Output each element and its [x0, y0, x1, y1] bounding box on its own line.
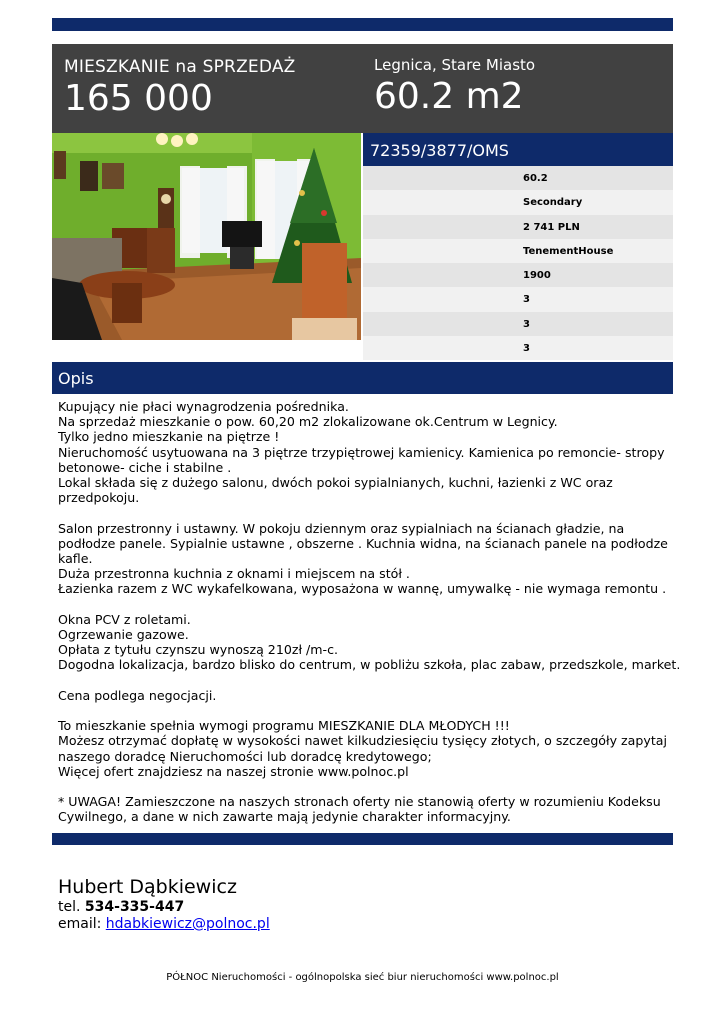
description-line: naszego doradcę Nieruchomości lub doradcę kredytowego;	[58, 748, 432, 764]
description-line: Łazienka razem z WC wykafelkowana, wyposażona w wannę, umywalkę - nie wymaga remontu .	[58, 581, 667, 597]
param-row	[363, 239, 673, 263]
agent-contact	[58, 876, 270, 932]
description-line: przedpokoju.	[58, 490, 140, 506]
offer-location: Legnica, Stare Miasto	[374, 56, 536, 74]
description-line: Cena podlega negocjacji.	[58, 687, 217, 703]
description-line: To mieszkanie spełnia wymogi programu MIESZKANIE DLA MŁODYCH !!!	[58, 718, 510, 734]
description-line: Opłata z tytułu czynszu wynoszą 210zł /m-c.	[58, 642, 339, 658]
param-value: TenementHouse	[523, 245, 614, 257]
listing-reference-bar	[363, 133, 673, 166]
param-row	[363, 263, 673, 287]
description-line: Tylko jedno mieszkanie na piętrze !	[58, 429, 280, 445]
param-row	[363, 312, 673, 336]
description-line	[58, 597, 670, 612]
description-line: Dogodna lokalizacja, bardzo blisko do centrum, w pobliżu szkoła, plac zabaw, przedszkole, market.	[58, 657, 681, 673]
phone-label: tel.	[58, 899, 81, 915]
top-accent-bar	[52, 18, 673, 31]
description-line: * UWAGA! Zamieszczone na naszych stronach oferty nie stanowią oferty w rozumieniu Kodeksu	[58, 794, 661, 810]
description-line: Ogrzewanie gazowe.	[58, 627, 189, 643]
description-line: Kupujący nie płaci wynagrodzenia pośrednika.	[58, 399, 349, 414]
offer-area: 60.2 m2	[374, 76, 524, 117]
description-line: Nieruchomość usytuowana na 3 piętrze trzypiętrowej kamienicy. Kamienica po remoncie- stropy	[58, 444, 665, 460]
param-value: 3	[523, 318, 530, 330]
description-body	[58, 399, 681, 825]
agent-name: Hubert Dąbkiewicz	[58, 876, 237, 898]
description-line: Więcej ofert znajdziesz na naszej stronie www.polnoc.pl	[58, 763, 409, 779]
agent-email-link[interactable]: hdabkiewicz@polnoc.pl	[105, 916, 270, 932]
agent-email-line	[58, 916, 270, 932]
param-value: 3	[523, 294, 530, 306]
description-line: kafle.	[58, 551, 93, 567]
agent-phone[interactable]: 534-335-447	[84, 899, 185, 915]
param-value: 2 741 PLN	[523, 221, 580, 233]
param-value: 3	[523, 343, 530, 355]
agent-phone-line	[58, 899, 270, 915]
param-value: 60.2	[523, 173, 548, 184]
offer-header	[52, 44, 673, 133]
footer-text: PÓŁNOC Nieruchomości - ogólnopolska sieć biur nieruchomości www.polnoc.pl	[166, 972, 559, 983]
property-photo	[52, 133, 361, 340]
param-value: 1900	[523, 270, 551, 282]
description-line	[58, 505, 670, 520]
description-line: Duża przestronna kuchnia z oknami i miejscem na stół .	[58, 566, 410, 582]
description-line: Na sprzedaż mieszkanie o pow. 60,20 m2 zlokalizowane ok.Centrum w Legnicy.	[58, 414, 558, 430]
param-value: Secondary	[523, 197, 583, 209]
description-line: Salon przestronny i ustawny. W pokoju dziennym oraz sypialniach na ścianach gładzie, na	[58, 520, 625, 536]
email-label: email:	[58, 916, 102, 932]
description-line: Lokal składa się z dużego salonu, dwóch pokoi sypialnianych, kuchni, łazienki z WC oraz	[58, 475, 613, 491]
description-line: podłodze panele. Sypialnie ustawne , obszerne . Kuchnia widna, na ścianach panele na podłodze	[58, 535, 668, 551]
description-line: Okna PCV z roletami.	[58, 611, 191, 627]
param-row	[363, 287, 673, 311]
param-row	[363, 190, 673, 214]
offer-price: 165 000	[64, 78, 213, 119]
description-title: Opis	[58, 369, 94, 388]
description-line	[58, 673, 670, 688]
param-row	[363, 215, 673, 239]
bottom-accent-bar	[52, 833, 673, 845]
description-line	[58, 779, 670, 794]
description-line: betonowe- ciche i stabilne .	[58, 459, 232, 475]
listing-reference: 72359/3877/OMS	[370, 141, 509, 160]
param-row	[363, 336, 673, 360]
description-line	[58, 703, 670, 718]
description-section-bar	[52, 362, 673, 394]
property-params-table	[363, 166, 673, 360]
description-line: Cywilnego, a dane w nich zawarte mają jedynie charakter informacyjny.	[58, 809, 511, 825]
description-line: Możesz otrzymać dopłatę w wysokości nawet kilkudziesięciu tysięcy złotych, o szczegóły zapytaj	[58, 733, 667, 749]
param-row	[363, 166, 673, 190]
offer-type: MIESZKANIE na SPRZEDAŻ	[64, 57, 296, 77]
